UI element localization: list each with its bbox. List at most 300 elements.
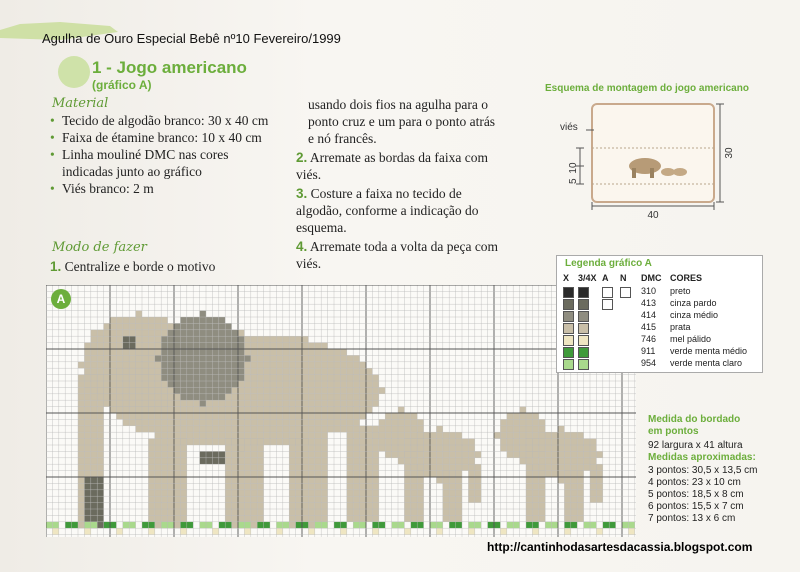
stitch (91, 426, 97, 432)
stitch (308, 471, 314, 477)
legend-swatch (563, 287, 574, 298)
stitch (500, 432, 506, 438)
legend-header-a: A (602, 273, 609, 283)
stitch (321, 419, 327, 425)
stitch (174, 515, 180, 521)
stitch (289, 387, 295, 393)
stitch (571, 490, 577, 496)
stitch (328, 413, 334, 419)
stitch (379, 522, 385, 528)
stitch (449, 445, 455, 451)
stitch (123, 419, 129, 425)
stitch (168, 445, 174, 451)
stitch (436, 432, 442, 438)
stitch (276, 522, 282, 528)
stitch (161, 515, 167, 521)
stitch (270, 368, 276, 374)
measure-approx-heading: Medidas aproximadas: (648, 452, 756, 463)
stitch (404, 528, 410, 534)
stitch (148, 387, 154, 393)
stitch (206, 323, 212, 329)
stitch (212, 419, 218, 425)
stitch (212, 336, 218, 342)
measure-line: 6 pontos: 15,5 x 7 cm (648, 501, 744, 512)
stitch (302, 362, 308, 368)
stitch (129, 387, 135, 393)
stitch (456, 445, 462, 451)
stitch (212, 343, 218, 349)
stitch (251, 445, 257, 451)
stitch (251, 413, 257, 419)
stitch (219, 330, 225, 336)
stitch (251, 355, 257, 361)
stitch (296, 400, 302, 406)
stitch (84, 528, 90, 534)
measure-size: 92 largura x 41 altura (648, 440, 743, 451)
stitch (251, 349, 257, 355)
stitch (468, 464, 474, 470)
stitch (270, 400, 276, 406)
stitch (302, 432, 308, 438)
stitch (129, 375, 135, 381)
stitch (251, 381, 257, 387)
stitch (84, 432, 90, 438)
stitch (264, 407, 270, 413)
stitch (526, 426, 532, 432)
stitch (232, 349, 238, 355)
stitch (161, 355, 167, 361)
stitch (353, 509, 359, 515)
stitch (302, 477, 308, 483)
stitch (353, 387, 359, 393)
stitch (97, 387, 103, 393)
stitch (193, 375, 199, 381)
stitch (443, 439, 449, 445)
stitch (219, 394, 225, 400)
stitch (251, 362, 257, 368)
stitch (225, 330, 231, 336)
stitch (232, 330, 238, 336)
stitch (321, 464, 327, 470)
stitch (276, 368, 282, 374)
stitch (136, 323, 142, 329)
stitch (571, 509, 577, 515)
stitch (398, 407, 404, 413)
method-column (296, 96, 504, 272)
stitch (398, 439, 404, 445)
stitch (321, 426, 327, 432)
stitch (161, 317, 167, 323)
stitch (180, 522, 186, 528)
stitch (411, 464, 417, 470)
stitch (404, 451, 410, 457)
stitch (449, 483, 455, 489)
stitch (449, 439, 455, 445)
stitch (353, 381, 359, 387)
stitch (315, 413, 321, 419)
stitch (238, 464, 244, 470)
legend-row (557, 286, 762, 298)
stitch (200, 381, 206, 387)
stitch (532, 515, 538, 521)
stitch (436, 528, 442, 534)
stitch (347, 387, 353, 393)
stitch (520, 413, 526, 419)
stitch (142, 522, 148, 528)
stitch (449, 515, 455, 521)
stitch (238, 336, 244, 342)
stitch (398, 426, 404, 432)
stitch (411, 509, 417, 515)
stitch (161, 471, 167, 477)
stitch (289, 522, 295, 528)
stitch (97, 483, 103, 489)
stitch (596, 464, 602, 470)
stitch (564, 445, 570, 451)
stitch (148, 515, 154, 521)
stitch (366, 394, 372, 400)
stitch (155, 336, 161, 342)
stitch (136, 355, 142, 361)
stitch (206, 387, 212, 393)
stitch (212, 400, 218, 406)
stitch (244, 426, 250, 432)
stitch (296, 381, 302, 387)
stitch (353, 522, 359, 528)
stitch (225, 490, 231, 496)
blog-url[interactable]: http://cantinhodasartesdacassia.blogspot.com (487, 540, 753, 554)
stitch (104, 387, 110, 393)
stitch (283, 336, 289, 342)
stitch (289, 368, 295, 374)
stitch (404, 413, 410, 419)
stitch (449, 490, 455, 496)
stitch (244, 432, 250, 438)
stitch (552, 471, 558, 477)
stitch (372, 528, 378, 534)
stitch (174, 375, 180, 381)
stitch (308, 458, 314, 464)
stitch (97, 496, 103, 502)
stitch (296, 458, 302, 464)
stitch (385, 419, 391, 425)
step-number: 1. (50, 259, 62, 274)
stitch (200, 336, 206, 342)
stitch (238, 394, 244, 400)
stitch (104, 394, 110, 400)
stitch (187, 349, 193, 355)
stitch (244, 343, 250, 349)
stitch (353, 419, 359, 425)
stitch (161, 336, 167, 342)
stitch (456, 458, 462, 464)
stitch (257, 515, 263, 521)
stitch (564, 483, 570, 489)
stitch (174, 419, 180, 425)
stitch (385, 413, 391, 419)
stitch (411, 515, 417, 521)
stitch (174, 394, 180, 400)
stitch (148, 407, 154, 413)
stitch (136, 362, 142, 368)
stitch (174, 496, 180, 502)
stitch (219, 362, 225, 368)
stitch (104, 368, 110, 374)
stitch (596, 490, 602, 496)
stitch (328, 426, 334, 432)
stitch (315, 509, 321, 515)
stitch (97, 451, 103, 457)
stitch (296, 387, 302, 393)
stitch (340, 426, 346, 432)
stitch (251, 458, 257, 464)
stitch (187, 381, 193, 387)
stitch (360, 509, 366, 515)
stitch (558, 432, 564, 438)
legend-dmc: 414 (641, 310, 657, 320)
stitch (270, 375, 276, 381)
legend-header-x: X (563, 273, 570, 283)
stitch (212, 407, 218, 413)
stitch (283, 355, 289, 361)
stitch (366, 375, 372, 381)
stitch (84, 490, 90, 496)
stitch (347, 362, 353, 368)
stitch (91, 336, 97, 342)
stitch (526, 522, 532, 528)
stitch (398, 432, 404, 438)
stitch (353, 368, 359, 374)
stitch (232, 445, 238, 451)
stitch (180, 451, 186, 457)
stitch (264, 375, 270, 381)
stitch (193, 343, 199, 349)
stitch (238, 381, 244, 387)
stitch (308, 381, 314, 387)
stitch (334, 400, 340, 406)
stitch (238, 496, 244, 502)
stitch (84, 451, 90, 457)
stitch (321, 503, 327, 509)
stitch (129, 355, 135, 361)
stitch (340, 368, 346, 374)
stitch (520, 445, 526, 451)
stitch (251, 375, 257, 381)
stitch (129, 419, 135, 425)
stitch (97, 355, 103, 361)
stitch (155, 317, 161, 323)
stitch (539, 432, 545, 438)
stitch (155, 451, 161, 457)
stitch (353, 413, 359, 419)
stitch (155, 426, 161, 432)
stitch (296, 439, 302, 445)
stitch (244, 490, 250, 496)
stitch (449, 464, 455, 470)
stitch (577, 458, 583, 464)
stitch (507, 419, 513, 425)
stitch (577, 432, 583, 438)
stitch (443, 471, 449, 477)
stitch (584, 445, 590, 451)
stitch (302, 336, 308, 342)
stitch (347, 451, 353, 457)
stitch (142, 349, 148, 355)
page-subtitle: (gráfico A) (92, 78, 152, 92)
stitch (200, 426, 206, 432)
stitch (232, 400, 238, 406)
stitch (558, 471, 564, 477)
stitch (232, 355, 238, 361)
stitch (110, 522, 116, 528)
stitch (564, 477, 570, 483)
stitch (225, 503, 231, 509)
stitch (78, 387, 84, 393)
stitch (136, 368, 142, 374)
stitch (276, 439, 282, 445)
stitch (430, 451, 436, 457)
stitch (180, 464, 186, 470)
stitch (225, 496, 231, 502)
stitch (251, 400, 257, 406)
stitch (168, 323, 174, 329)
stitch (539, 451, 545, 457)
stitch (456, 503, 462, 509)
stitch (148, 323, 154, 329)
stitch (462, 451, 468, 457)
stitch (360, 471, 366, 477)
stitch (212, 432, 218, 438)
stitch (136, 400, 142, 406)
stitch (225, 387, 231, 393)
stitch (360, 400, 366, 406)
stitch (148, 343, 154, 349)
stitch (161, 362, 167, 368)
stitch (276, 355, 282, 361)
stitch (360, 368, 366, 374)
stitch (78, 375, 84, 381)
stitch (328, 368, 334, 374)
stitch (91, 458, 97, 464)
stitch (193, 355, 199, 361)
stitch (97, 522, 103, 528)
stitch (424, 439, 430, 445)
stitch (187, 407, 193, 413)
stitch (526, 477, 532, 483)
stitch (174, 503, 180, 509)
stitch (526, 490, 532, 496)
stitch (238, 330, 244, 336)
stitch (91, 496, 97, 502)
stitch (219, 355, 225, 361)
stitch (110, 375, 116, 381)
stitch (219, 439, 225, 445)
stitch (206, 432, 212, 438)
stitch (289, 355, 295, 361)
stitch (148, 426, 154, 432)
stitch (360, 477, 366, 483)
stitch (116, 394, 122, 400)
stitch (302, 375, 308, 381)
page-title: 1 - Jogo americano (92, 58, 247, 77)
stitch (200, 458, 206, 464)
stitch (475, 496, 481, 502)
stitch (308, 387, 314, 393)
stitch (174, 381, 180, 387)
stitch (289, 413, 295, 419)
stitch (91, 432, 97, 438)
stitch (180, 503, 186, 509)
stitch (558, 445, 564, 451)
stitch (360, 426, 366, 432)
legend-color-name: verde menta médio (670, 346, 748, 356)
stitch (78, 413, 84, 419)
stitch (219, 522, 225, 528)
stitch (238, 522, 244, 528)
stitch (238, 413, 244, 419)
stitch (193, 426, 199, 432)
legend-dmc: 746 (641, 334, 657, 344)
stitch (392, 432, 398, 438)
stitch (206, 362, 212, 368)
stitch (513, 419, 519, 425)
stitch (212, 381, 218, 387)
stitch (571, 464, 577, 470)
stitch (232, 394, 238, 400)
stitch (84, 349, 90, 355)
stitch (340, 522, 346, 528)
stitch (296, 451, 302, 457)
stitch (468, 477, 474, 483)
stitch (417, 419, 423, 425)
stitch (187, 330, 193, 336)
stitch (104, 362, 110, 368)
stitch (84, 445, 90, 451)
stitch (187, 355, 193, 361)
stitch (97, 477, 103, 483)
stitch (232, 451, 238, 457)
stitch (270, 387, 276, 393)
stitch (161, 503, 167, 509)
stitch (315, 432, 321, 438)
legend-header-n: N (620, 273, 627, 283)
stitch (475, 483, 481, 489)
stitch (97, 509, 103, 515)
stitch (97, 400, 103, 406)
stitch (296, 407, 302, 413)
stitch (238, 419, 244, 425)
stitch (264, 343, 270, 349)
stitch (392, 451, 398, 457)
stitch (276, 375, 282, 381)
stitch (321, 349, 327, 355)
stitch (328, 355, 334, 361)
stitch (219, 323, 225, 329)
stitch (116, 375, 122, 381)
stitch (296, 355, 302, 361)
stitch (539, 426, 545, 432)
stitch (276, 394, 282, 400)
stitch (289, 432, 295, 438)
stitch (315, 483, 321, 489)
stitch (161, 522, 167, 528)
stitch (219, 419, 225, 425)
stitch (155, 349, 161, 355)
legend-swatch (578, 323, 589, 334)
stitch (398, 458, 404, 464)
stitch (385, 426, 391, 432)
stitch (264, 362, 270, 368)
